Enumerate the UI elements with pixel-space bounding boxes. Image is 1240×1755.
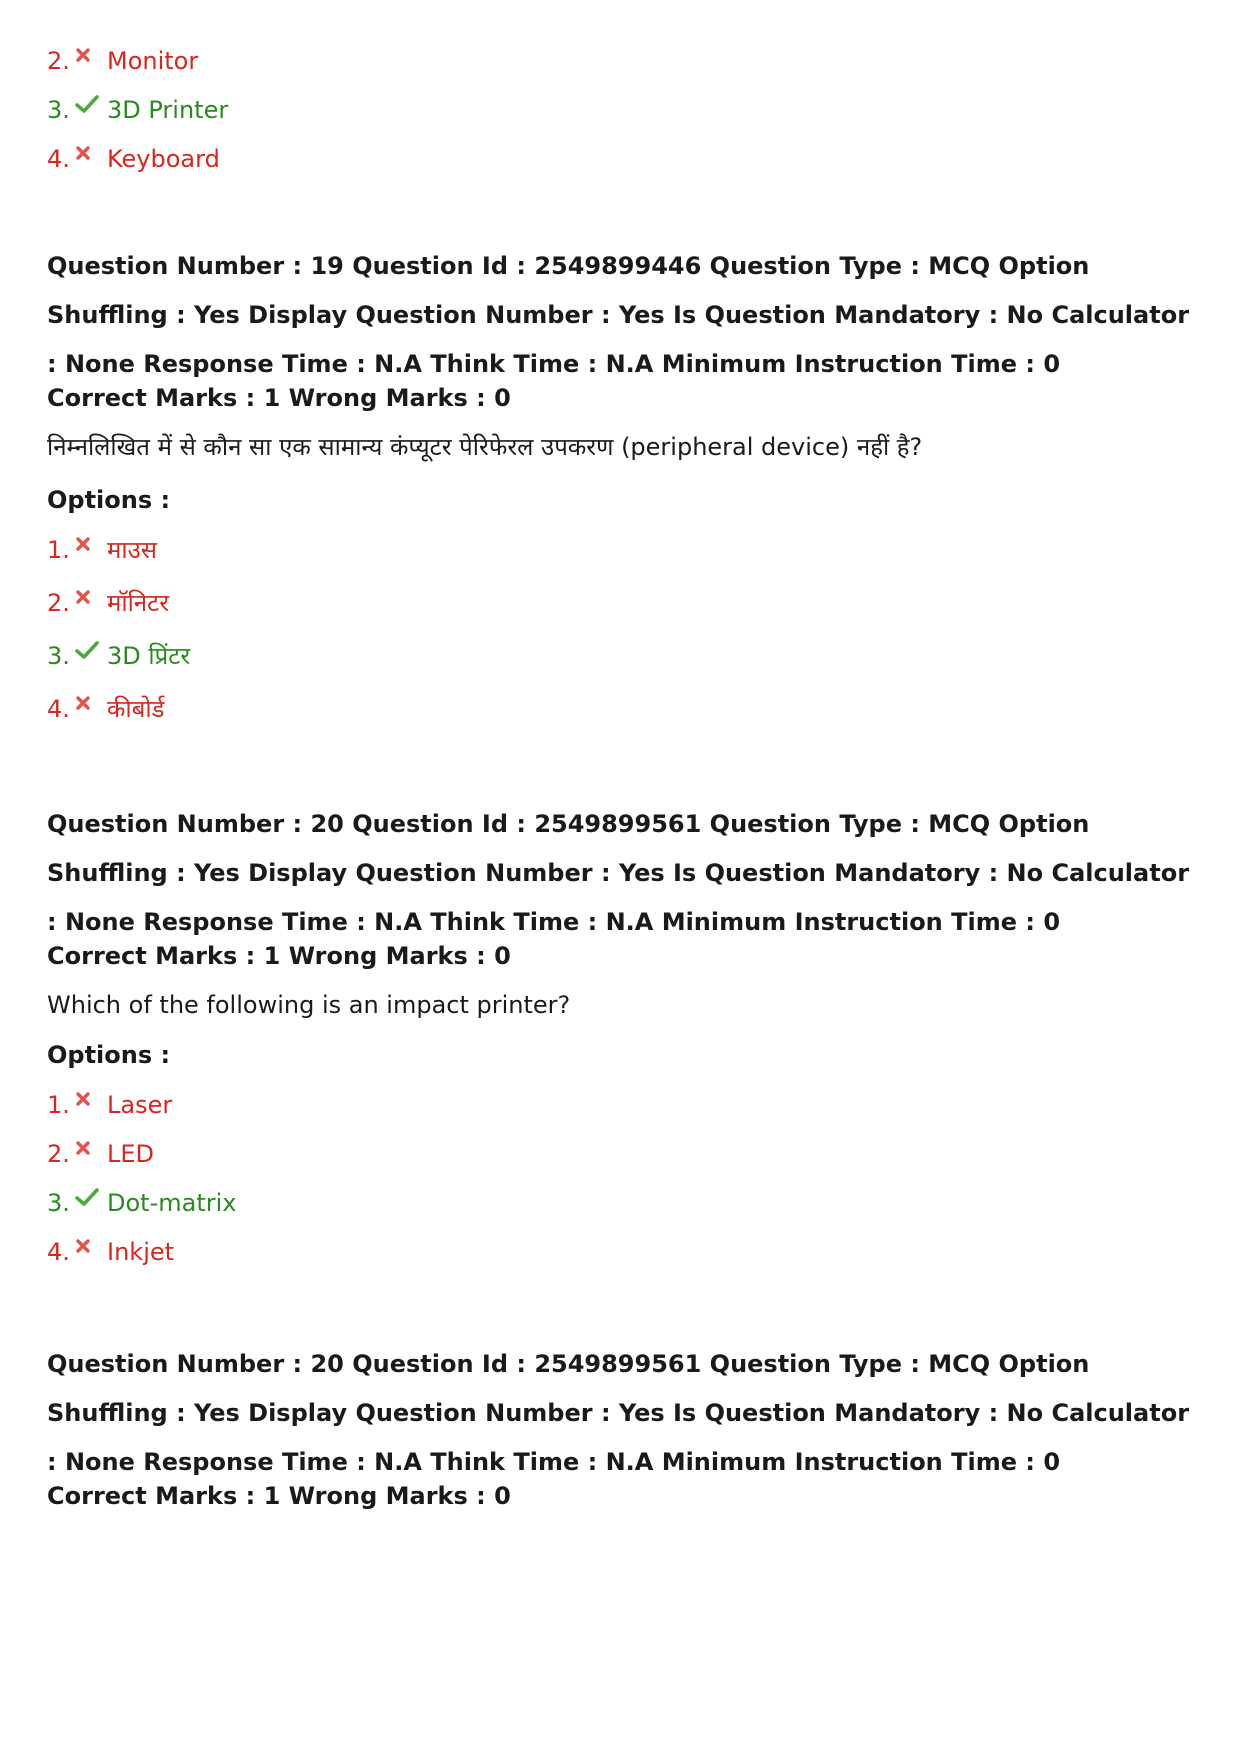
option-text: Inkjet: [107, 1238, 175, 1266]
option-number: 3.: [47, 642, 70, 670]
option-item: [47, 1139, 154, 1169]
option-number: 3.: [47, 1189, 70, 1217]
option-item: [47, 694, 164, 724]
check-icon: [75, 640, 107, 660]
question-marks: Correct Marks : 1 Wrong Marks : 0: [47, 942, 511, 970]
option-number: 2.: [47, 1140, 70, 1168]
cross-icon: [75, 47, 107, 63]
option-item: [47, 144, 220, 174]
option-number: 3.: [47, 96, 70, 124]
option-text: माउस: [107, 536, 157, 564]
option-number: 2.: [47, 47, 70, 75]
cross-icon: [75, 536, 107, 552]
option-number: 1.: [47, 536, 70, 564]
option-item: [47, 95, 228, 125]
option-number: 2.: [47, 589, 70, 617]
cross-icon: [75, 1091, 107, 1107]
option-text: Laser: [107, 1091, 173, 1119]
option-item: [47, 641, 190, 671]
option-text: कीबोर्ड: [107, 695, 165, 723]
question-meta: Question Number : 20 Question Id : 2549899561 Question Type : MCQ Option Shuffling : Yes Display Question Number : Yes Is Question Mandatory : No Calculator : None Response Time : N.A Think Time : N.A Minimum Instruction Time : 0: [47, 810, 1190, 936]
question-marks: Correct Marks : 1 Wrong Marks : 0: [47, 1482, 511, 1510]
check-icon: [75, 1187, 107, 1207]
option-text: Keyboard: [107, 145, 220, 173]
cross-icon: [75, 1238, 107, 1254]
option-item: [47, 1188, 236, 1218]
option-item: [47, 46, 198, 76]
option-text: मॉनिटर: [107, 589, 170, 617]
options-label: Options :: [47, 486, 171, 514]
option-text: LED: [107, 1140, 155, 1168]
cross-icon: [75, 589, 107, 605]
options-label: Options :: [47, 1041, 171, 1069]
option-item: [47, 1090, 172, 1120]
question-meta: Question Number : 20 Question Id : 2549899561 Question Type : MCQ Option Shuffling : Yes Display Question Number : Yes Is Question Mandatory : No Calculator : None Response Time : N.A Think Time : N.A Minimum Instruction Time : 0: [47, 1350, 1190, 1476]
option-text: 3D Printer: [107, 96, 229, 124]
question-text: Which of the following is an impact printer?: [47, 991, 571, 1019]
question-marks: Correct Marks : 1 Wrong Marks : 0: [47, 384, 511, 412]
option-item: [47, 1237, 174, 1267]
option-number: 1.: [47, 1091, 70, 1119]
check-icon: [75, 94, 107, 114]
cross-icon: [75, 1140, 107, 1156]
option-text: 3D प्रिंटर: [107, 642, 191, 670]
option-text: Dot-matrix: [107, 1189, 237, 1217]
cross-icon: [75, 695, 107, 711]
option-text: Monitor: [107, 47, 199, 75]
cross-icon: [75, 145, 107, 161]
question-meta: Question Number : 19 Question Id : 2549899446 Question Type : MCQ Option Shuffling : Yes Display Question Number : Yes Is Question Mandatory : No Calculator : None Response Time : N.A Think Time : N.A Minimum Instruction Time : 0: [47, 252, 1190, 378]
option-number: 4.: [47, 1238, 70, 1266]
question-text: निम्नलिखित में से कौन सा एक सामान्य कंप्यूटर पेरिफेरल उपकरण (peripheral device) नहीं है?: [47, 433, 923, 461]
option-number: 4.: [47, 145, 70, 173]
option-item: [47, 588, 169, 618]
option-number: 4.: [47, 695, 70, 723]
option-item: [47, 535, 157, 565]
